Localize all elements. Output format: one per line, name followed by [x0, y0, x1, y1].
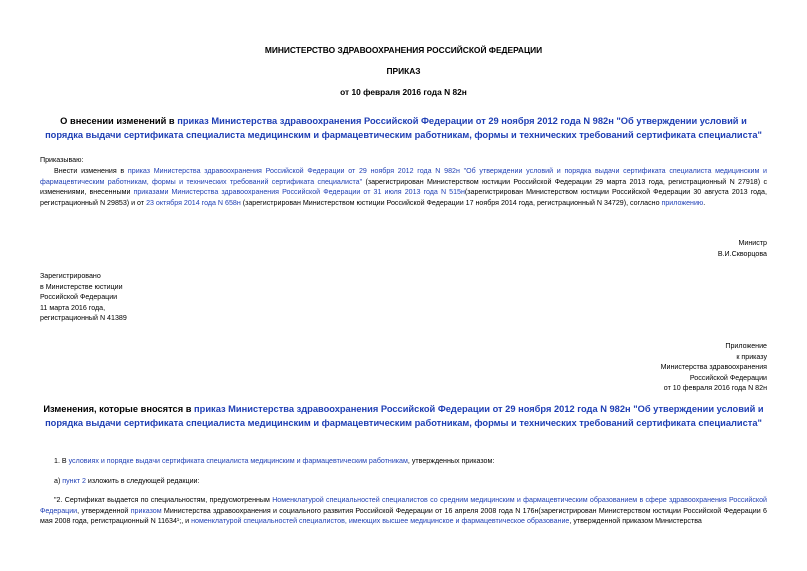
- item-1: [54, 456, 494, 467]
- signature-name: В.И.Скворцова: [717, 249, 767, 258]
- appendix-line: Министерства здравоохранения: [660, 363, 767, 371]
- p1-text-d: (зарегистрирован Министерством юстиции Российской Федерации 17 ноября 2014 года, регистрационный N 34729), согласно: [240, 198, 662, 207]
- appendix-line: от 10 февраля 2016 года N 82н: [663, 384, 767, 392]
- p1-text-e: .: [703, 198, 706, 207]
- changes-title-prefix: Изменения, которые вносятся в: [43, 404, 195, 414]
- document-date: от 10 февраля 2016 года N 82н: [340, 87, 467, 97]
- item-a-text-a: а): [54, 477, 63, 485]
- registration-line: Зарегистрировано: [40, 272, 101, 280]
- appendix-line: к приказу: [736, 352, 767, 361]
- title-prefix: О внесении изменений в: [60, 116, 178, 126]
- order-link-658n[interactable]: 23 октября 2014 года N 658н: [146, 198, 241, 207]
- appendix-line: Российской Федерации: [689, 373, 767, 382]
- appendix-link[interactable]: приложению: [661, 198, 704, 207]
- title-order-link[interactable]: приказ Министерства здравоохранения Российской Федерации от 29 ноября 2012 года N 982н "Об утверждении условий и порядка выдачи сертификата специалиста медицинским и фармацевтическим работникам, формы и технических требований сертификата специалиста": [45, 116, 762, 140]
- item-a: [54, 476, 200, 487]
- quote-text-d: (зарегистрирован Министерством юстиции Российской Федерации 6 мая 2008 года, регистрационный N 11634: [40, 506, 767, 525]
- nomenclature-link-higher[interactable]: номенклатурой специальностей специалистов, имеющих высшее медицинское и фармацевтическое образование: [191, 517, 570, 525]
- p1-text-a: Внести изменения в: [54, 167, 128, 175]
- item-1-text-a: 1. В: [54, 457, 69, 465]
- order-paragraph: [40, 166, 767, 208]
- appendix-line: Приложение: [725, 342, 767, 350]
- order-link-982n[interactable]: приказ Министерства здравоохранения Российской Федерации от 29 ноября 2012 года N 982н "Об утверждении условий и порядка выдачи сертификата специалиста медицинским и фармацевтическим работникам, формы и технических требований сертификата специалиста": [40, 167, 768, 186]
- item-a-text-b: изложить в следующей редакции:: [85, 477, 200, 485]
- order-link-515n[interactable]: приказами Министерства здравоохранения Российской Федерации от 31 июля 2013 года N 515н: [133, 188, 465, 196]
- appendix-reference: [567, 341, 767, 394]
- quote-text-f: , утвержденной приказом Министерства: [569, 517, 702, 525]
- item-1-text-b: , утвержденных приказом:: [407, 457, 495, 465]
- registration-line: Российской Федерации: [40, 293, 118, 301]
- nomenclature-link-secondary[interactable]: Номенклатурой специальностей специалистов со средним медицинским и фармацевтическим образованием в сфере здравоохранения Российской Федерации: [40, 496, 767, 515]
- quoted-paragraph: [40, 495, 767, 527]
- p1-text-c: (зарегистрирован Министерством юстиции Российской Федерации 30 августа 2013 года, регистрационный N 29853) и от: [40, 188, 767, 207]
- registration-line: в Министерстве юстиции: [40, 282, 123, 291]
- order-intro: Приказываю:: [40, 156, 84, 164]
- registration-line: регистрационный N 41389: [40, 314, 127, 322]
- document-title: [40, 115, 767, 142]
- signature-position: Министр: [738, 239, 767, 247]
- registration-line: 11 марта 2016 года,: [40, 303, 106, 312]
- signature-block: [567, 238, 767, 259]
- order-176n-link[interactable]: приказом: [130, 506, 162, 515]
- registration-block: [40, 271, 127, 324]
- conditions-link[interactable]: условиях и порядке выдачи сертификата специалиста медицинским и фармацевтическим работникам: [68, 457, 408, 465]
- quote-text-a: "2. Сертификат выдается по специальностям, предусмотренным: [54, 496, 273, 504]
- changes-title-link[interactable]: приказ Министерства здравоохранения Российской Федерации от 29 ноября 2012 года N 982н "Об утверждении условий и порядка выдачи сертификата специалиста медицинским и фармацевтическим работникам, формы и технических требований сертификата специалиста": [45, 404, 764, 428]
- quote-text-c: Министерства здравоохранения и социального развития Российской Федерации от 16 апреля 2008 года N 176н: [161, 506, 539, 515]
- document-type: ПРИКАЗ: [386, 66, 421, 76]
- point-2-link[interactable]: пункт 2: [62, 477, 86, 485]
- changes-title: [40, 403, 767, 430]
- ministry-heading: МИНИСТЕРСТВО ЗДРАВООХРАНЕНИЯ РОССИЙСКОЙ ФЕДЕРАЦИИ: [264, 45, 543, 55]
- quote-text-b: , утвержденной: [77, 506, 131, 515]
- p1-text-b: (зарегистрирован Министерством юстиции Российской Федерации 29 марта 2013 года, регистрационный N 27918) с изменениями, внесенными: [40, 177, 767, 196]
- quote-text-e: ¹;, и: [176, 517, 192, 525]
